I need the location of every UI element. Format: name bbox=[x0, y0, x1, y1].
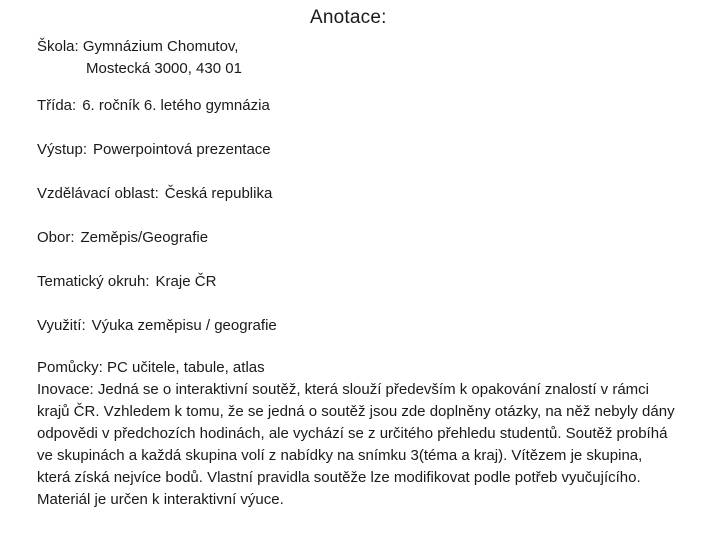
field-value: Kraje ČR bbox=[155, 273, 217, 290]
field-area bbox=[37, 185, 272, 202]
field-value: Výuka zeměpisu / geografie bbox=[91, 317, 277, 334]
field-label: Třída: bbox=[37, 97, 77, 114]
school-block bbox=[37, 36, 242, 80]
field-usage bbox=[37, 317, 277, 334]
field-topic bbox=[37, 273, 216, 290]
field-label: Výstup: bbox=[37, 141, 88, 158]
field-value: Česká republika bbox=[164, 185, 273, 202]
tools-value: PC učitele, tabule, atlas bbox=[107, 359, 265, 376]
field-value: Powerpointová prezentace bbox=[93, 141, 271, 158]
field-label: Obor: bbox=[37, 229, 75, 246]
field-label: Tematický okruh: bbox=[37, 273, 150, 290]
school-name: Gymnázium Chomutov, bbox=[82, 38, 239, 55]
school-address: Mostecká 3000, 430 01 bbox=[86, 60, 242, 77]
field-value: Zeměpis/Geografie bbox=[80, 229, 209, 246]
field-class bbox=[37, 97, 270, 114]
closing-line: Materiál je určen k interaktivní výuce. bbox=[37, 491, 284, 508]
slide-title: Anotace: bbox=[310, 7, 387, 28]
field-label: Vzdělávací oblast: bbox=[37, 185, 159, 202]
details-block bbox=[37, 357, 677, 511]
field-label: Využití: bbox=[37, 317, 86, 334]
innovation-paragraph bbox=[37, 379, 677, 489]
field-output bbox=[37, 141, 271, 158]
innovation-text: Jedná se o interaktivní soutěž, která slouží především k opakování znalostí v rámci krajů ČR. Vzhledem k tomu, že se jedná o soutěž jsou zde doplněny otázky, na něž nebyly dány odpovědi v předchozích hodinách, ale vychází se z určitého přehledu studentů. Soutěž probíhá ve skupinách a každá skupina volí z nabídky na snímku 3(téma a kraj). Vítězem je skupina, která získá nejvíce bodů. Vlastní pravidla soutěže lze modifikovat podle potřeb vyučujícího. bbox=[37, 381, 675, 486]
tools-label: Pomůcky: bbox=[37, 359, 103, 376]
field-subject bbox=[37, 229, 208, 246]
school-label: Škola: bbox=[37, 38, 79, 55]
field-value: 6. ročník 6. letého gymnázia bbox=[82, 97, 270, 114]
innovation-label: Inovace: bbox=[37, 381, 94, 398]
tools-line bbox=[37, 357, 677, 379]
